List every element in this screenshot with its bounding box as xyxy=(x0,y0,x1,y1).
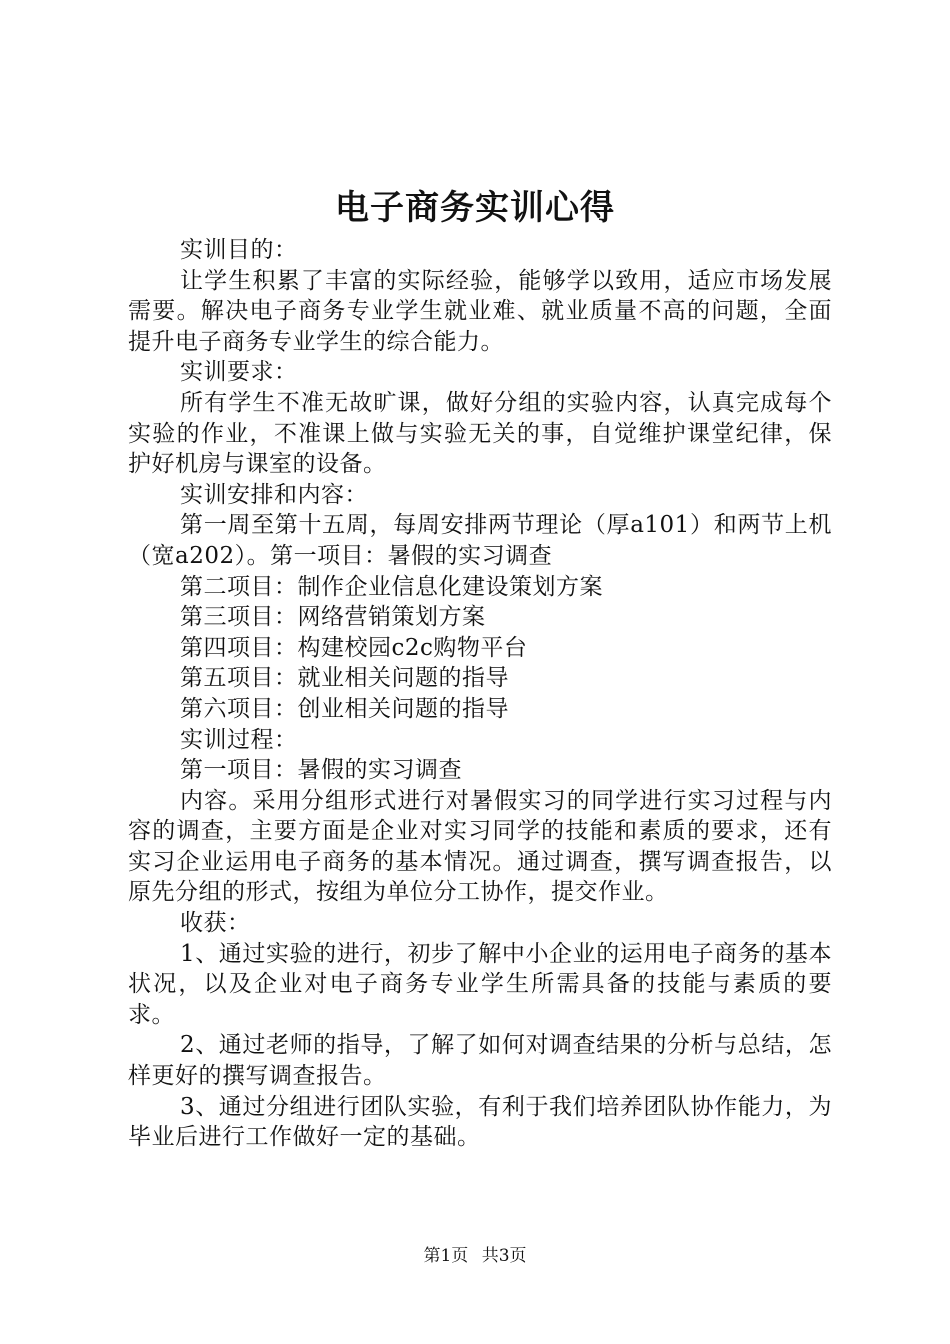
paragraph-gain-2: 2、通过老师的指导，了解了如何对调查结果的分析与总结，怎样更好的撰写调查报告。 xyxy=(128,1032,832,1090)
paragraph-project-3: 第三项目：网络营销策划方案 xyxy=(180,604,486,631)
paragraph-purpose-heading: 实训目的： xyxy=(180,237,298,263)
paragraph-process-heading: 实训过程： xyxy=(180,726,298,753)
paragraph-gain-3: 3、通过分组进行团队实验，有利于我们培养团队协作能力，为毕业后进行工作做好一定的基础。 xyxy=(128,1093,832,1151)
page-total: 共3页 xyxy=(481,1246,527,1266)
paragraph-project-5: 第五项目：就业相关问题的指导 xyxy=(180,665,509,692)
paragraph-project-4: 第四项目：构建校园c2c购物平台 xyxy=(180,634,528,661)
paragraph-purpose: 让学生积累了丰富的实际经验，能够学以致用，适应市场发展需要。解决电子商务专业学生就业难、就业质量不高的问题，全面提升电子商务专业学生的综合能力。 xyxy=(128,267,832,355)
paragraph-project-6: 第六项目：创业相关问题的指导 xyxy=(180,695,509,722)
paragraph-schedule-heading: 实训安排和内容： xyxy=(180,481,368,508)
paragraph-requirements: 所有学生不准无故旷课，做好分组的实验内容，认真完成每个实验的作业，不准课上做与实验无关的事，自觉维护课堂纪律，保护好机房与课室的设备。 xyxy=(128,389,832,478)
paragraph-gains-heading: 收获： xyxy=(180,910,251,937)
paragraph-gain-1: 1、通过实验的进行，初步了解中小企业的运用电子商务的基本状况，以及企业对电子商务专业学生所需具备的技能与素质的要求。 xyxy=(128,940,832,1028)
paragraph-schedule: 第一周至第十五周，每周安排两节理论（厚a101）和两节上机（宽a202）。第一项目：暑假的实习调查 xyxy=(128,512,832,569)
paragraph-requirements-heading: 实训要求： xyxy=(180,359,298,386)
document-title: 电子商务实训心得 xyxy=(335,188,615,228)
document-body xyxy=(128,235,832,1153)
paragraph-project-1: 第一项目：暑假的实习调查 xyxy=(180,757,462,784)
paragraph-project-2: 第二项目：制作企业信息化建设策划方案 xyxy=(180,573,603,600)
page-number: 第1页 xyxy=(423,1246,469,1266)
page-footer xyxy=(0,1244,950,1268)
paragraph-content: 内容。采用分组形式进行对暑假实习的同学进行实习过程与内容的调查，主要方面是企业对实习同学的技能和素质的要求，还有实习企业运用电子商务的基本情况。通过调查，撰写调查报告，以原先分组的形式，按组为单位分工协作，提交作业。 xyxy=(128,787,832,906)
